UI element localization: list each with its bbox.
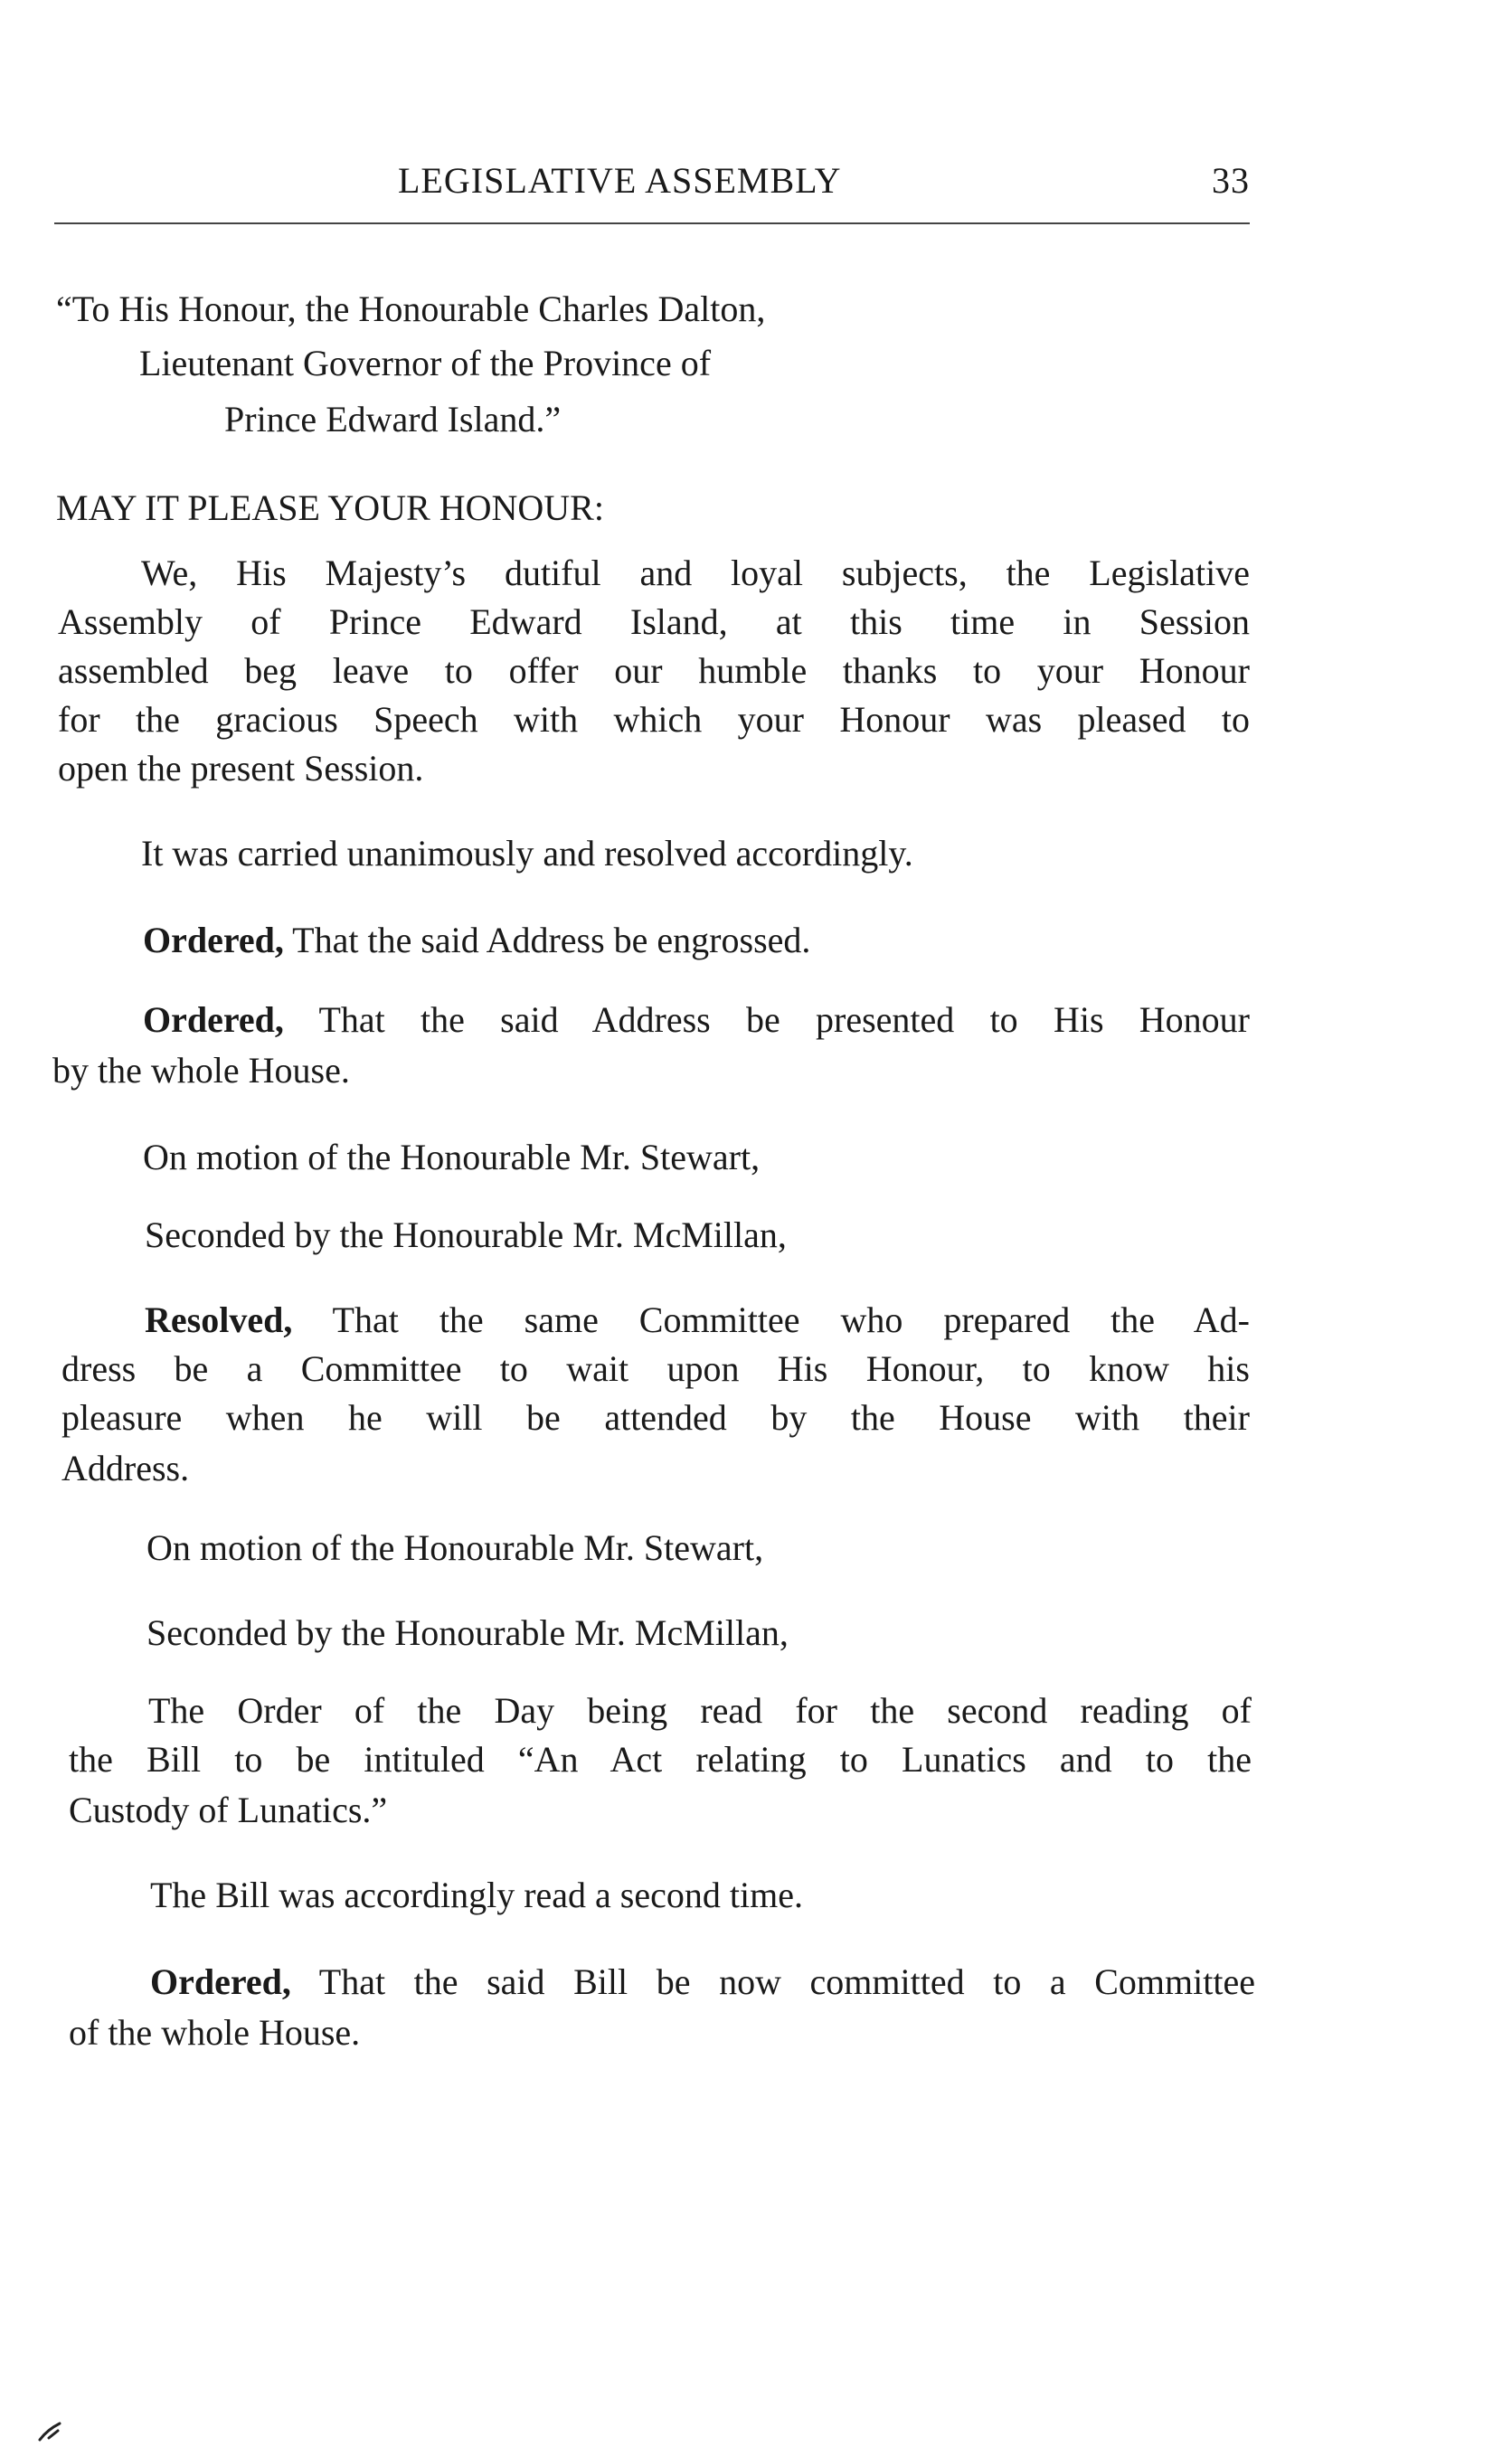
ordered-label: Ordered,	[143, 920, 284, 960]
carried-text: It was carried unanimously and resolved accordingly.	[141, 833, 913, 874]
resolved-label: Resolved,	[145, 1299, 293, 1340]
seconded-line-1: Seconded by the Honourable Mr. McMillan,	[145, 1214, 787, 1255]
bill-read-text: The Bill was accordingly read a second time.	[150, 1875, 803, 1915]
ordered-text: That the said Bill be now committed to a Committee	[290, 1961, 1255, 2002]
address-body-line-2: Assembly of Prince Edward Island, at this time in Session	[58, 601, 1250, 642]
running-title: LEGISLATIVE ASSEMBLY	[398, 160, 842, 201]
ordered-label: Ordered,	[143, 999, 284, 1040]
ordered-text: That the said Address be presented to His Honour	[283, 999, 1250, 1040]
ordered-text: That the said Address be engrossed.	[283, 920, 811, 960]
page-header	[54, 159, 1250, 213]
ordered-paragraph-2-line-1	[143, 995, 1250, 1044]
address-body-line-5: open the present Session.	[58, 748, 424, 789]
address-line-3: Prince Edward Island.”	[224, 399, 562, 439]
ordered-paragraph-1	[143, 915, 810, 965]
address-body-line-3: assembled beg leave to offer our humble thanks to your Honour	[58, 650, 1250, 691]
ordered-label: Ordered,	[150, 1961, 291, 2002]
ordered-paragraph-3-line-2: of the whole House.	[69, 2012, 361, 2053]
resolved-line-3: pleasure when he will be attended by the House with their	[61, 1397, 1250, 1438]
address-line-2: Lieutenant Governor of the Province of	[139, 343, 712, 383]
header-rule	[54, 222, 1250, 224]
address-body-line-4: for the gracious Speech with which your Honour was pleased to	[58, 699, 1250, 740]
ink-mark	[36, 2420, 72, 2442]
ordered-paragraph-2-line-2: by the whole House.	[52, 1050, 350, 1091]
ordered-paragraph-3-line-1	[150, 1957, 1255, 2007]
order-of-day-line-2: the Bill to be intituled “An Act relating to Lunatics and to the	[69, 1739, 1252, 1780]
address-line-1: “To His Honour, the Honourable Charles Dalton,	[56, 288, 766, 329]
order-of-day-line-1: The Order of the Day being read for the second reading of	[148, 1690, 1252, 1731]
resolved-line-4: Address.	[61, 1448, 190, 1488]
resolved-line-2: dress be a Committee to wait upon His Honour, to know his	[61, 1348, 1250, 1389]
motion-line-1: On motion of the Honourable Mr. Stewart,	[143, 1137, 761, 1177]
resolved-text: That the same Committee who prepared the Ad-	[292, 1299, 1250, 1340]
resolved-line-1	[145, 1295, 1250, 1345]
motion-line-2: On motion of the Honourable Mr. Stewart,	[146, 1527, 764, 1568]
page-number: 33	[1212, 160, 1250, 201]
seconded-line-2: Seconded by the Honourable Mr. McMillan,	[146, 1612, 789, 1653]
address-body-line-1: We, His Majesty’s dutiful and loyal subjects, the Legislative	[141, 553, 1250, 593]
order-of-day-line-3: Custody of Lunatics.”	[69, 1790, 388, 1830]
salutation: MAY IT PLEASE YOUR HONOUR:	[56, 487, 604, 528]
